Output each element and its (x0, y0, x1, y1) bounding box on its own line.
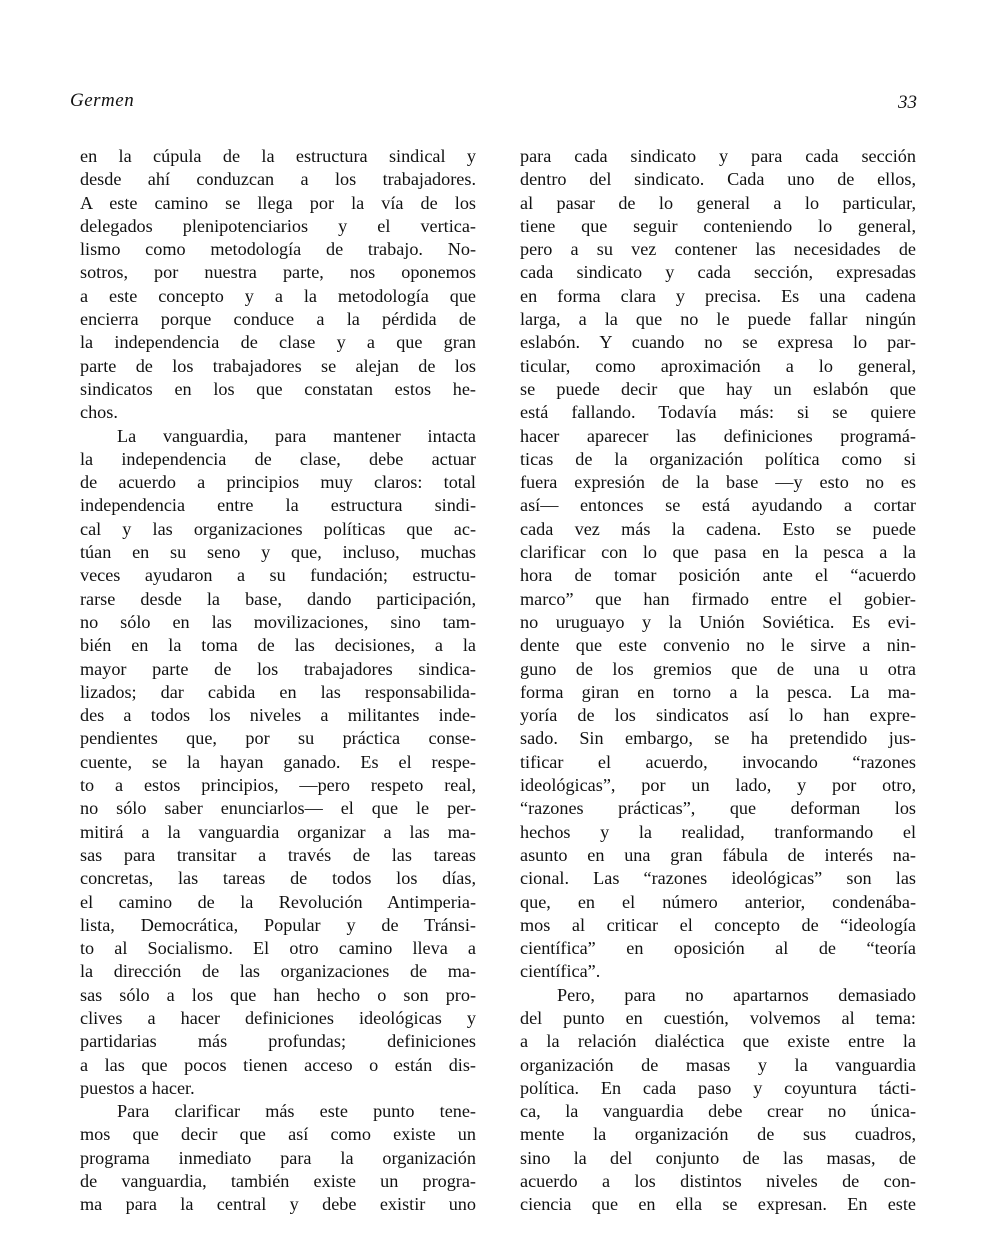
text-line: en forma clara y precisa. Es una cadena (520, 285, 916, 306)
text-line: “razones prácticas”, que deforman los (520, 798, 916, 819)
text-line: Para clarificar más este punto tene- (117, 1101, 476, 1122)
text-line: a la relación dialéctica que existe entre la (520, 1031, 916, 1052)
text-line: a las que pocos tienen acceso o están dis- (80, 1054, 476, 1075)
text-line: mayor parte de los trabajadores sindica- (80, 658, 476, 679)
text-line: dente que este convenio no le sirve a nin- (520, 635, 916, 656)
text-line: pero a su vez contener las necesidades de (520, 239, 916, 260)
text-line: en la cúpula de la estructura sindical y (80, 146, 476, 166)
text-line: ticas de la organización política como si (520, 448, 916, 469)
text-line: fuera expresión de la base —y esto no es (520, 472, 916, 493)
text-line: hechos y la realidad, tranformando el (520, 821, 916, 842)
text-line: bién en la toma de las decisiones, a la (80, 635, 476, 656)
text-line: mos que decir que así como existe un (80, 1124, 476, 1145)
text-line: hora de tomar posición ante el “acuerdo (520, 565, 916, 586)
text-line: veces ayudaron a su fundación; estructu- (80, 565, 476, 586)
text-line: sino la del conjunto de las masas, de (520, 1147, 916, 1168)
text-line: acuerdo a los distintos niveles de con- (520, 1171, 916, 1192)
text-line: guno de los gremios que de una u otra (520, 658, 916, 679)
text-line: programa inmediato para la organización (80, 1147, 476, 1168)
text-line: pendientes que, por su práctica conse- (80, 728, 476, 749)
text-line: científica” en oposición al de “teoría (520, 938, 916, 959)
text-line: organización de masas y la vanguardia (520, 1054, 916, 1075)
text-line: de acuerdo a principios muy claros: total (80, 472, 476, 493)
text-line: desde ahí conduzcan a los trabajadores. (80, 169, 476, 190)
text-line: lista, Democrática, Popular y de Tránsi- (80, 914, 476, 935)
text-line: rarse desde la base, dando participación, (80, 588, 476, 609)
text-line: dentro del sindicato. Cada uno de ellos, (520, 169, 916, 190)
text-line: sas para transitar a través de las tareas (80, 844, 476, 865)
text-line: tiene que seguir conteniendo lo general, (520, 215, 916, 236)
text-line: eslabón. Y cuando no se expresa lo par- (520, 332, 916, 353)
text-line: lismo como metodología de trabajo. No- (80, 239, 476, 260)
text-line: no sólo saber enunciarlos— el que le per- (80, 798, 476, 819)
text-line: La vanguardia, para mantener intacta (117, 425, 476, 446)
text-line: no uruguayo y la Unión Soviética. Es evi- (520, 611, 916, 632)
text-line: que, en el número anterior, condenába- (520, 891, 916, 912)
text-line: a este concepto y a la metodología que (80, 285, 476, 306)
text-line: ticular, como aproximación a lo general, (520, 355, 916, 376)
text-line: no sólo en las movilizaciones, sino tam- (80, 611, 476, 632)
text-line: sindicatos en los que constatan estos he- (80, 378, 476, 399)
text-line: hacer aparecer las definiciones programá- (520, 425, 916, 446)
left-column (80, 145, 476, 1217)
text-line: científica”. (520, 961, 601, 982)
text-line: concretas, las tareas de todos los días, (80, 868, 476, 889)
text-line: delegados plenipotenciarios y el vertica- (80, 215, 476, 236)
text-line: así— entonces se está ayudando a cortar (520, 495, 916, 516)
text-line: marco” que han firmado entre el gobier- (520, 588, 916, 609)
text-line: puestos a hacer. (80, 1077, 195, 1098)
text-line: tificar el acuerdo, invocando “razones (520, 751, 916, 772)
text-line: lizados; dar cabida en las responsabilida- (80, 681, 476, 702)
text-line: sas sólo a los que han hecho o son pro- (80, 984, 476, 1005)
text-line: la independencia de clase, debe actuar (80, 448, 476, 469)
text-line: al pasar de lo general a lo particular, (520, 192, 916, 213)
text-line: larga, a la que no le puede fallar ningún (520, 309, 916, 330)
text-line: mitirá a la vanguardia organizar a las ma- (80, 821, 476, 842)
running-head: Germen (70, 90, 135, 111)
text-line: chos. (80, 402, 118, 423)
text-line: ca, la vanguardia debe crear no única- (520, 1101, 916, 1122)
text-line: yoría de los sindicatos así lo han expre- (520, 705, 916, 726)
page-number: 33 (898, 92, 917, 113)
text-line: clarificar con lo que pasa en la pesca a la (520, 542, 916, 563)
right-column (520, 145, 916, 1217)
text-line: cal y las organizaciones políticas que ac- (80, 518, 476, 539)
text-line: ma para la central y debe existir uno (80, 1194, 476, 1215)
text-line: mos al criticar el concepto de “ideología (520, 914, 916, 935)
text-line: de vanguardia, también existe un progra- (80, 1171, 476, 1192)
text-line: cada vez más la cadena. Esto se puede (520, 518, 916, 539)
text-line: partidarias más profundas; definiciones (80, 1031, 476, 1052)
text-line: independencia entre la estructura sindi- (80, 495, 476, 516)
text-line: A este camino se llega por la vía de los (80, 192, 476, 213)
text-line: cuente, se la hayan ganado. Es el respe- (80, 751, 476, 772)
text-line: ciencia que en ella se expresan. En este (520, 1194, 916, 1215)
text-line: clives a hacer definiciones ideológicas y (80, 1007, 476, 1028)
text-line: la independencia de clase y a que gran (80, 332, 476, 353)
text-line: para cada sindicato y para cada sección (520, 146, 916, 166)
text-line: el camino de la Revolución Antimperia- (80, 891, 476, 912)
text-line: sado. Sin embargo, se ha pretendido jus- (520, 728, 916, 749)
text-line: del punto en cuestión, volvemos al tema: (520, 1007, 916, 1028)
text-line: encierra porque conduce a la pérdida de (80, 309, 476, 330)
text-line: túan en su seno y que, incluso, muchas (80, 542, 476, 563)
text-line: Pero, para no apartarnos demasiado (557, 984, 916, 1005)
text-line: forma giran en torno a la pesca. La ma- (520, 681, 916, 702)
text-line: está fallando. Todavía más: si se quiere (520, 402, 916, 423)
text-line: to al Socialismo. El otro camino lleva a (80, 938, 476, 959)
text-line: ideológicas”, por un lado, y por otro, (520, 775, 916, 796)
text-line: asunto en una gran fábula de interés na- (520, 844, 916, 865)
text-line: to a estos principios, —pero respeto real, (80, 775, 476, 796)
text-line: parte de los trabajadores se alejan de los (80, 355, 476, 376)
text-line: cada sindicato y cada sección, expresadas (520, 262, 916, 283)
text-line: cional. Las “razones ideológicas” son las (520, 868, 916, 889)
text-line: des a todos los niveles a militantes inde- (80, 705, 476, 726)
text-line: política. En cada paso y coyuntura tácti- (520, 1077, 916, 1098)
text-line: mente la organización de sus cuadros, (520, 1124, 916, 1145)
text-line: sotros, por nuestra parte, nos oponemos (80, 262, 476, 283)
text-line: se puede decir que hay un eslabón que (520, 378, 916, 399)
text-line: la dirección de las organizaciones de ma- (80, 961, 476, 982)
